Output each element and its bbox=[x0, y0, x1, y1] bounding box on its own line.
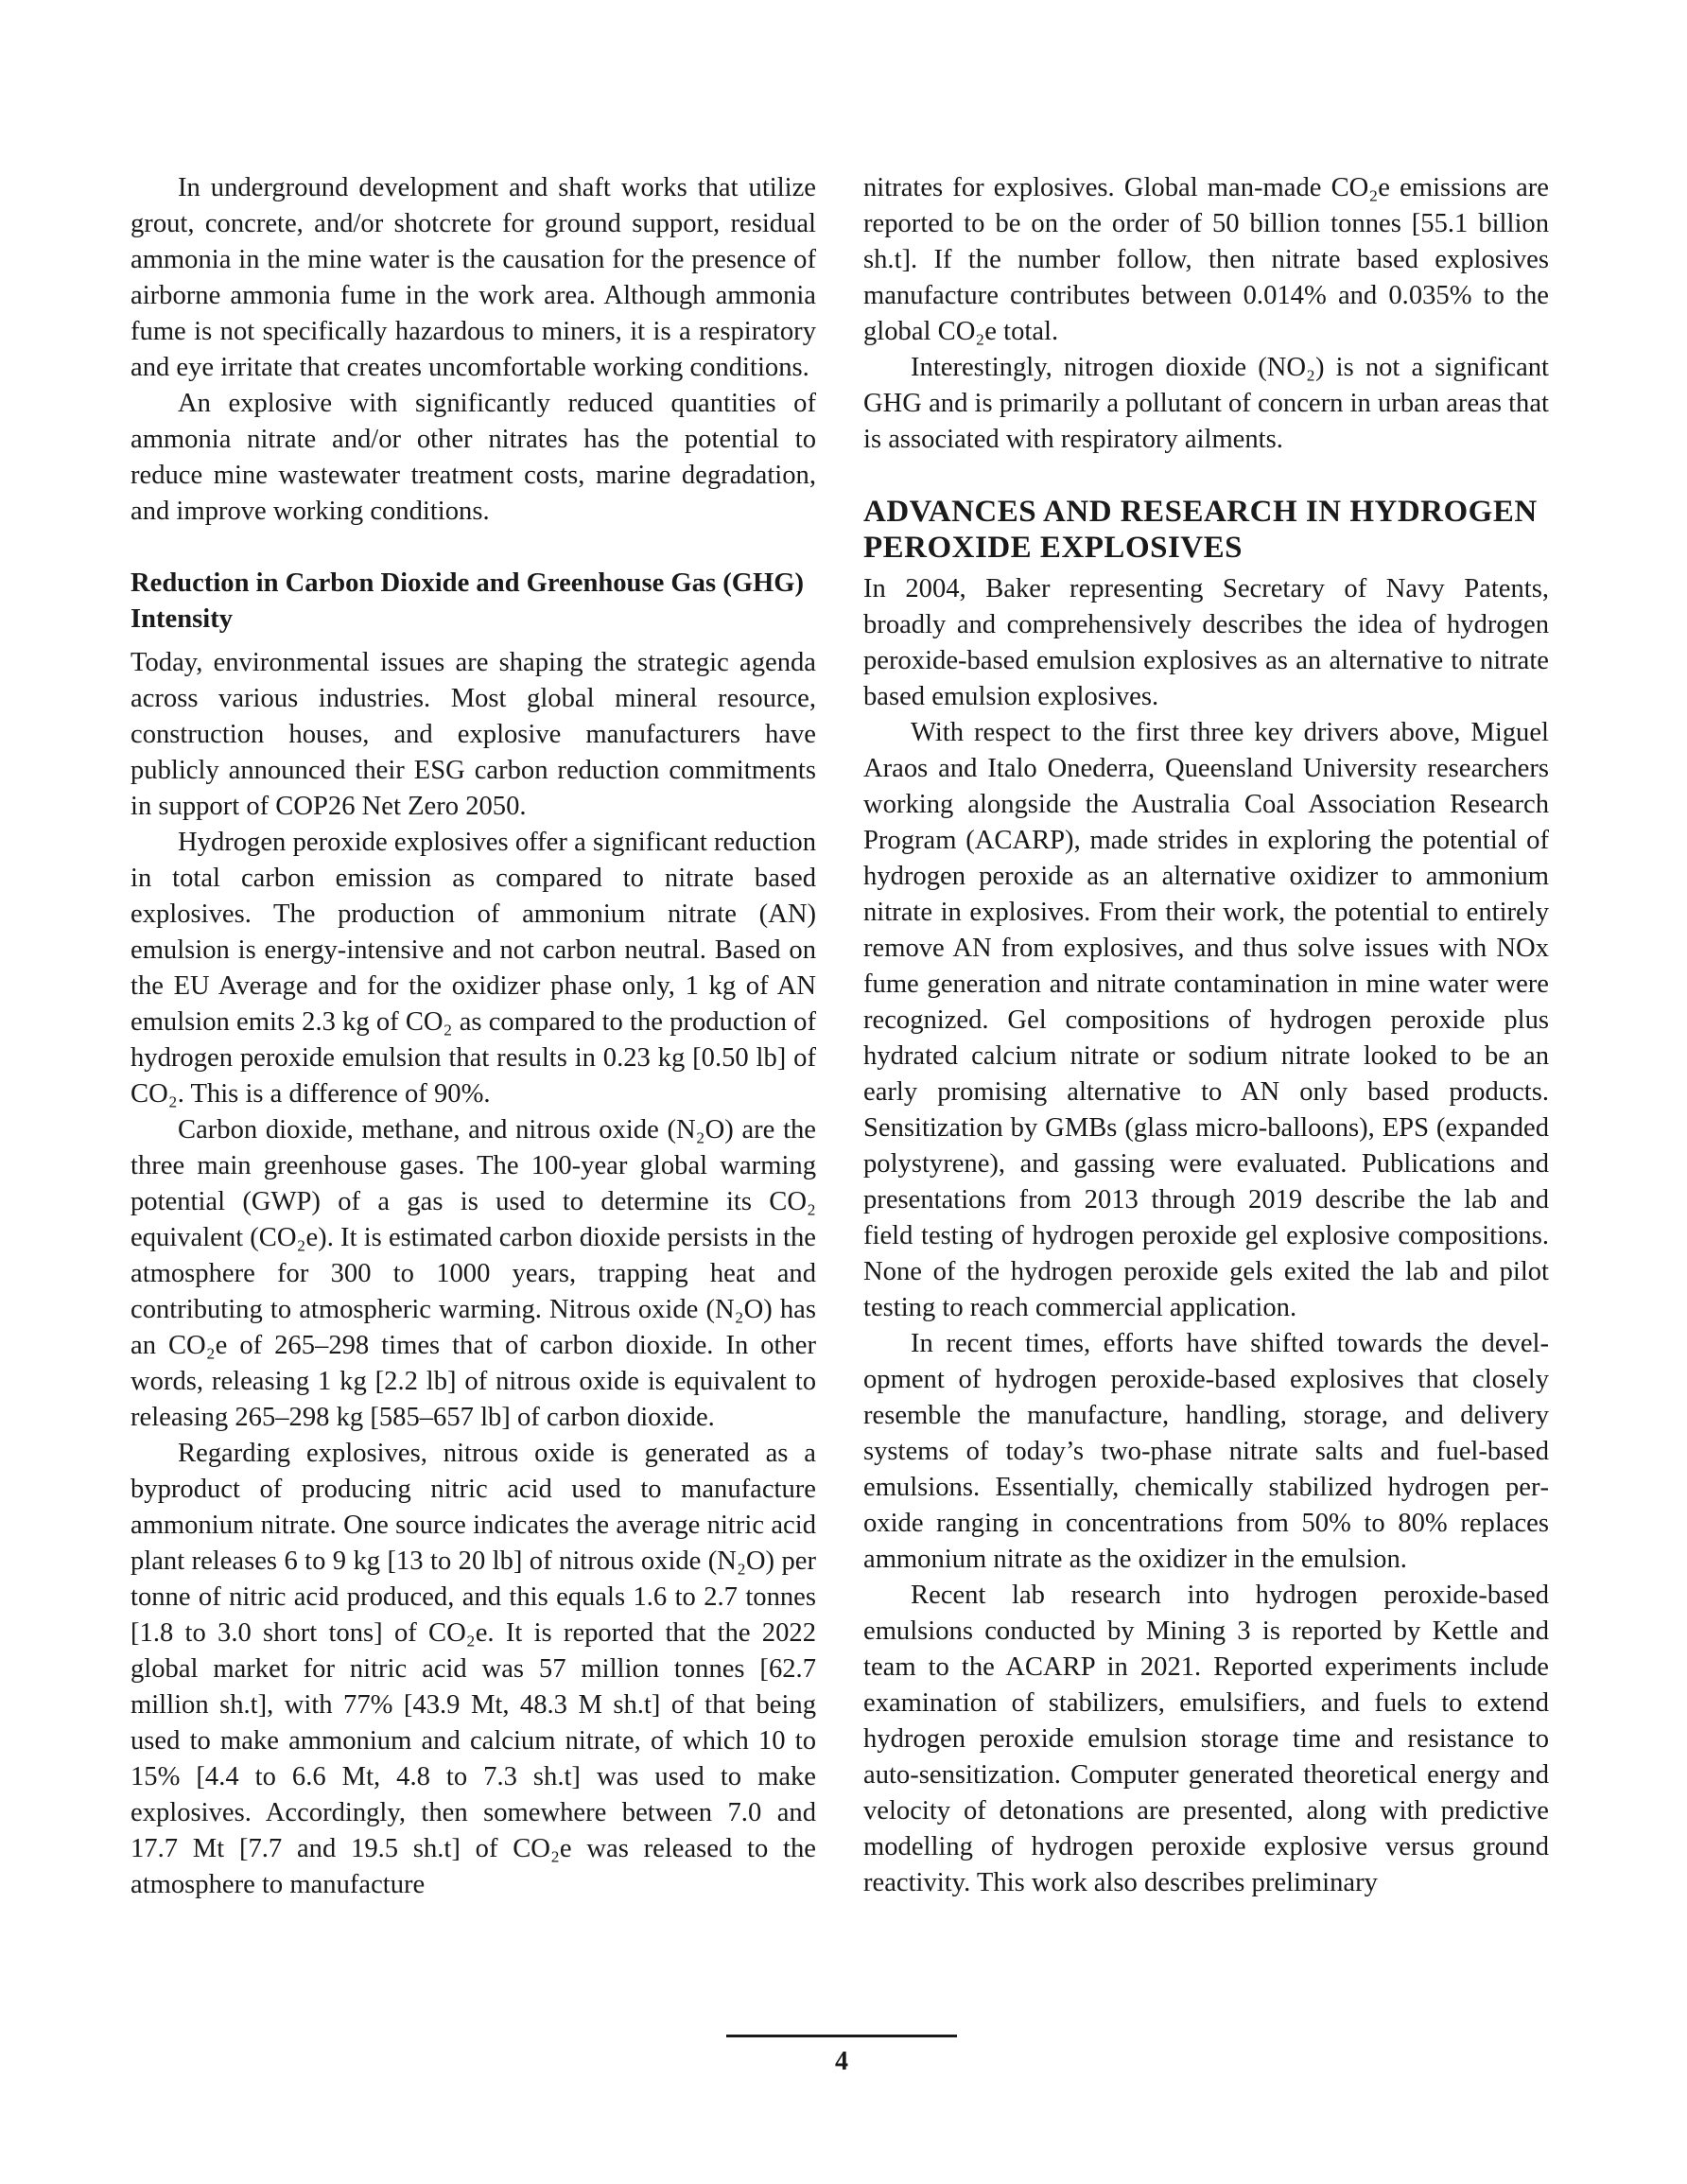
paragraph-queensland-research: With respect to the first three key drivers above, Miguel Araos and Italo Onederra, Queensland University researchers working alongside the Australia Coal Association Research Program (ACARP), made strides in exploring the potential of hydrogen peroxide as an alternative oxidizer to ammonium nitrate in explosives. From their work, the potential to entirely remove AN from explosives, and thus solve issues with NOx fume generation and nitrate contamination in mine water were recognized. Gel compositions of hydrogen peroxide plus hydrated calcium nitrate or sodium nitrate looked to be an early promising alternative to AN only based products. Sensitization by GMBs (glass micro-balloons), EPS (expanded polystyrene), and gassing were evaluated. Publications and presentations from 2013 through 2019 describe the lab and field testing of hydrogen peroxide gel explosive compositions. None of the hydrogen peroxide gels exited the lab and pilot testing to reach commercial application. bbox=[863, 718, 1549, 1322]
left-column bbox=[130, 170, 816, 1903]
paragraph-nitrogen-dioxide: Interestingly, nitrogen dioxide (NO₂) is not a significant GHG and is primarily a pollutant of concern in urban areas that is associated with respiratory ailments. bbox=[863, 353, 1549, 454]
right-column bbox=[863, 170, 1549, 1901]
paragraph-global-emissions: nitrates for explosives. Global man-made CO₂e emissions are reported to be on the order of 50 billion tonnes [55.1 billion sh.t]. If the number follow, then nitrate based explosives manufacture contributes between 0.014% and 0.035% to the global CO₂e total. bbox=[863, 173, 1549, 346]
footer-rule bbox=[726, 2035, 957, 2037]
paragraph-nitrous-oxide-byproduct: Regarding explosives, nitrous oxide is generated as a byproduct of producing nitric acid used to manufacture ammonium nitrate. One source indicates the average nitric acid plant releases 6 to 9 kg [13 to 20 lb] of nitrous oxide (N₂O) per tonne of nitric acid produced, and this equals 1.6 to 2.7 tonnes [1.8 to 3.0 short tons] of CO₂e. It is reported that the 2022 global market for nitric acid was 57 million tonnes [62.7 million sh.t], with 77% [43.9 Mt, 48.3 M sh.t] of that being used to make ammonium and calcium nitrate, of which 10 to 15% [4.4 to 6.6 Mt, 4.8 to 7.3 sh.t] was used to make explosives. Accordingly, then somewhere between 7.0 and 17.7 Mt [7.7 and 19.5 sh.t] of CO₂e was released to the atmosphere to manufacture bbox=[130, 1439, 816, 1899]
section-heading-carbon-reduction: Reduction in Carbon Dioxide and Greenhouse Gas (GHG) Intensity bbox=[130, 568, 805, 634]
section-heading-advances-research: ADVANCES AND RESEARCH IN HYDROGEN PEROXIDE EXPLOSIVES bbox=[863, 495, 1538, 565]
page-number: 4 bbox=[835, 2047, 848, 2076]
paragraph-hydrogen-peroxide-reduction: Hydrogen peroxide explosives offer a significant reduction in total carbon emission as compared to nitrate based explosives. The production of ammonium nitrate (AN) emulsion is energy-intensive and not carbon neutral. Based on the EU Average and for the oxidizer phase only, 1 kg of AN emulsion emits 2.3 kg of CO₂ as compared to the production of hydrogen peroxide emulsion that results in 0.23 kg [0.50 lb] of CO₂. This is a difference of 90%. bbox=[130, 828, 816, 1109]
paragraph-recent-efforts: In recent times, efforts have shifted towards the development of hydrogen peroxide-based explosives that closely resemble the manufacture, handling, storage, and delivery systems of today’s two-phase nitrate salts and fuel-based emulsions. Essentially, chemically stabilized hydrogen peroxide ranging in concentrations from 50% to 80% replaces ammonium nitrate as the oxidizer in the emulsion. bbox=[863, 1329, 1549, 1574]
paragraph-mining3-research: Recent lab research into hydrogen peroxide-based emulsions conducted by Mining 3 is reported by Kettle and team to the ACARP in 2021. Reported experiments include examination of stabilizers, emulsifiers, and fuels to extend hydrogen peroxide emulsion storage time and resistance to auto-sensitization. Computer generated theoretical energy and velocity of detonations are presented, along with predictive modelling of hydrogen peroxide explosive versus ground reactivity. This work also describes preliminary bbox=[863, 1581, 1549, 1897]
paragraph-reduced-nitrate: An explosive with significantly reduced quantities of ammonia nitrate and/or other nitrates has the potential to reduce mine wastewater treatment costs, marine degradation, and improve working conditions. bbox=[130, 389, 816, 526]
paragraph-baker-patent: In 2004, Baker representing Secretary of Navy Patents, broadly and comprehensively describes the idea of hydrogen peroxide-based emulsion explosives as an alternative to nitrate based emulsion explosives. bbox=[863, 574, 1549, 711]
paragraph-environmental-issues: Today, environmental issues are shaping the strategic agenda across various industries. Most global mineral resource, construction houses, and explosive manufacturers have publicly announced their ESG carbon reduction commitments in support of COP26 Net Zero 2050. bbox=[130, 648, 816, 821]
paragraph-ammonia-fume: In underground development and shaft works that utilize grout, concrete, and/or shotcrete for ground support, residual ammonia in the mine water is the causation for the presence of airborne ammonia fume in the work area. Although ammonia fume is not specifically hazardous to miners, it is a respiratory and eye irritate that creates uncomfortable working conditions. bbox=[130, 173, 816, 382]
paragraph-greenhouse-gases: Carbon dioxide, methane, and nitrous oxide (N₂O) are the three main greenhouse gases. The 100-year global warming potential (GWP) of a gas is used to determine its CO₂ equivalent (CO₂e). It is estimated carbon dioxide persists in the atmosphere for 300 to 1000 years, trapping heat and contributing to atmospheric warming. Nitrous oxide (N₂O) has an CO₂e of 265–298 times that of carbon dioxide. In other words, releasing 1 kg [2.2 lb] of nitrous oxide is equivalent to releasing 265–298 kg [585–657 lb] of carbon dioxide. bbox=[130, 1115, 816, 1432]
